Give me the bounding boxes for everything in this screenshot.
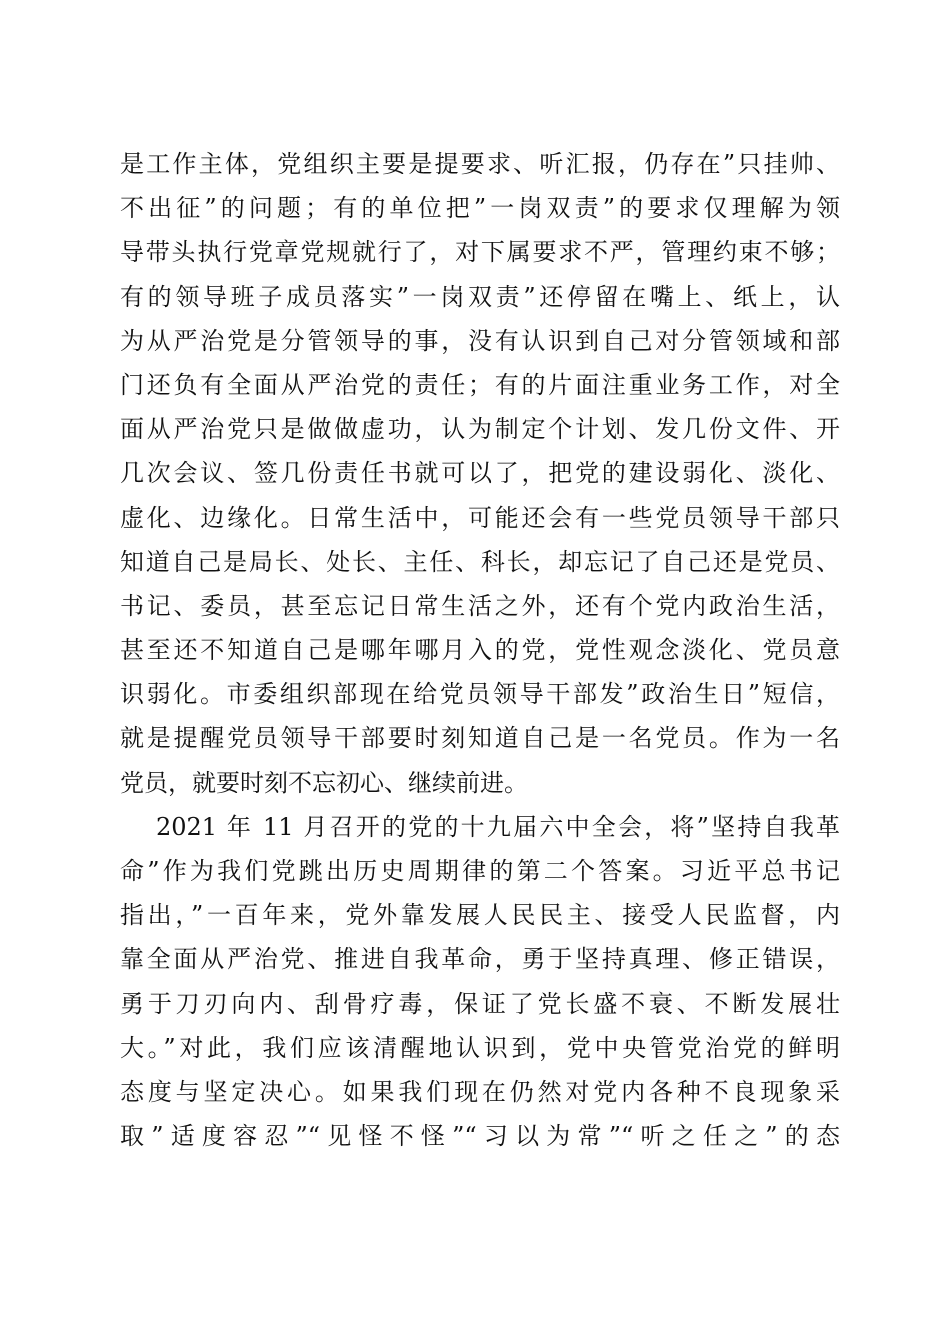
- text-line: 2021 年 11 月召开的党的十九届六中全会，将”坚持自我革: [156, 812, 840, 841]
- text-line: 党员，就要时刻不忘初心、继续前进。: [120, 768, 528, 797]
- text-line: 是工作主体，党组织主要是提要求、听汇报，仍存在”只挂帅、: [120, 150, 840, 178]
- text-line: 识弱化。市委组织部现在给党员领导干部发”政治生日”短信，: [120, 680, 840, 709]
- text-line: 导带头执行党章党规就行了，对下属要求不严，管理约束不够；: [120, 238, 840, 267]
- text-line: 甚至还不知道自己是哪年哪月入的党，党性观念淡化、党员意: [120, 636, 840, 665]
- text-line: 取”适度容忍”“见怪不怪”“习以为常”“听之任之”的态: [120, 1122, 840, 1151]
- text-line: 不出征”的问题；有的单位把”一岗双责”的要求仅理解为领: [120, 194, 840, 223]
- text-line: 靠全面从严治党、推进自我革命，勇于坚持真理、修正错误，: [120, 945, 840, 974]
- text-line: 就是提醒党员领导干部要时刻知道自己是一名党员。作为一名: [120, 724, 840, 753]
- text-line: 知道自己是局长、处长、主任、科长，却忘记了自己还是党员、: [120, 547, 840, 576]
- text-line: 有的领导班子成员落实”一岗双责”还停留在嘴上、纸上，认: [120, 282, 840, 311]
- text-line: 命”作为我们党跳出历史周期律的第二个答案。习近平总书记: [120, 857, 840, 885]
- paragraph-2: [120, 805, 840, 1159]
- text-line: 几次会议、签几份责任书就可以了，把党的建设弱化、淡化、: [120, 459, 840, 488]
- text-line: 门还负有全面从严治党的责任；有的片面注重业务工作，对全: [120, 370, 840, 399]
- text-line: 虚化、边缘化。日常生活中，可能还会有一些党员领导干部只: [120, 503, 840, 532]
- paragraph-1: [120, 142, 840, 805]
- text-line: 勇于刀刃向内、刮骨疗毒，保证了党长盛不衰、不断发展壮: [120, 989, 840, 1018]
- text-line: 态度与坚定决心。如果我们现在仍然对党内各种不良现象采: [120, 1077, 840, 1106]
- text-line: 为从严治党是分管领导的事，没有认识到自己对分管领域和部: [120, 326, 840, 355]
- text-line: 面从严治党只是做做虚功，认为制定个计划、发几份文件、开: [120, 415, 840, 444]
- text-line: 指出，”一百年来，党外靠发展人民民主、接受人民监督，内: [120, 901, 840, 930]
- text-line: 大。”对此，我们应该清醒地认识到，党中央管党治党的鲜明: [120, 1033, 840, 1062]
- text-line: 书记、委员，甚至忘记日常生活之外，还有个党内政治生活，: [120, 591, 840, 620]
- body-text: [120, 142, 840, 1158]
